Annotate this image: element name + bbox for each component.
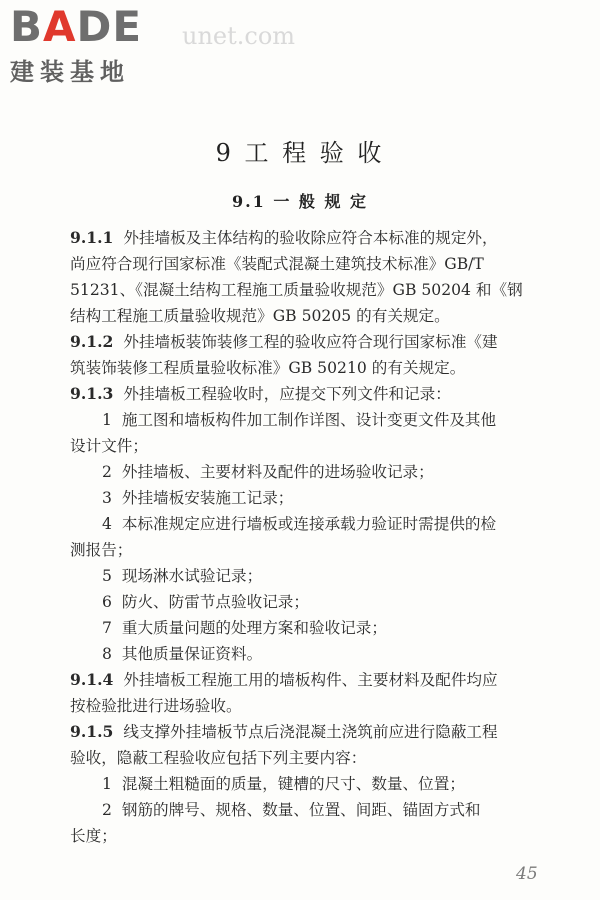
text-line: [70, 277, 550, 303]
item-number: 2: [102, 801, 112, 819]
logo-subtitle: 建装基地: [10, 58, 130, 86]
list-item: [70, 511, 550, 537]
text-line: [70, 303, 550, 329]
item-number: 3: [102, 489, 112, 507]
line-text: 外挂墙板安装施工记录；: [121, 489, 294, 507]
list-item: [70, 485, 550, 511]
item-number: 4: [102, 515, 112, 533]
line-text: 防火、防雷节点验收记录；: [121, 593, 309, 611]
line-text: 外挂墙板装饰装修工程的验收应符合现行国家标准《建: [123, 333, 498, 351]
text-line: [70, 745, 550, 771]
chapter-title: 9 工 程 验 收: [215, 139, 385, 167]
line-text: 其他质量保证资料。: [121, 645, 263, 663]
line-text: 测报告；: [70, 541, 133, 559]
list-item: [70, 797, 550, 823]
clause-number: 9.1.4: [70, 670, 114, 689]
text-line: [70, 251, 550, 277]
list-item: [70, 589, 550, 615]
clause: [70, 225, 550, 251]
line-text: 51231、《混凝土结构工程施工质量验收规范》GB 50204 和《钢: [70, 281, 523, 299]
text-line: [70, 433, 550, 459]
watermark: unet.com: [182, 22, 296, 50]
list-item: [70, 407, 550, 433]
list-item: [70, 459, 550, 485]
list-item: [70, 615, 550, 641]
line-text: 外挂墙板工程验收时，应提交下列文件和记录：: [123, 385, 451, 403]
line-text: 长度；: [70, 827, 117, 845]
line-text: 外挂墙板及主体结构的验收除应符合本标准的规定外，: [123, 229, 498, 247]
logo-letter-a: A: [43, 2, 77, 51]
page-number: 45: [516, 864, 538, 884]
clause: [70, 381, 550, 407]
clause-number: 9.1.5: [70, 722, 114, 741]
clause: [70, 719, 550, 745]
line-text: 钢筋的牌号、规格、数量、位置、间距、锚固方式和: [121, 801, 481, 819]
logo-letters-de: DE: [76, 2, 143, 51]
text-line: [70, 693, 550, 719]
clause: [70, 667, 550, 693]
document-body: [70, 225, 550, 849]
line-text: 现场淋水试验记录；: [121, 567, 263, 585]
line-text: 尚应符合现行国家标准《装配式混凝土建筑技术标准》GB/T: [70, 255, 484, 273]
line-text: 混凝土粗糙面的质量，键槽的尺寸、数量、位置；: [121, 775, 465, 793]
item-number: 7: [102, 619, 112, 637]
text-line: [70, 537, 550, 563]
list-item: [70, 771, 550, 797]
logo-wordmark: [10, 2, 143, 51]
line-text: 设计文件；: [70, 437, 148, 455]
list-item: [70, 563, 550, 589]
clause-number: 9.1.2: [70, 332, 114, 351]
item-number: 2: [102, 463, 112, 481]
list-item: [70, 641, 550, 667]
clause: [70, 329, 550, 355]
item-number: 5: [102, 567, 112, 585]
line-text: 结构工程施工质量验收规范》GB 50205 的有关规定。: [70, 307, 450, 325]
line-text: 外挂墙板、主要材料及配件的进场验收记录；: [121, 463, 434, 481]
section-title: 9.1 一 般 规 定: [231, 192, 369, 211]
line-text: 施工图和墙板构件加工制作详图、设计变更文件及其他: [121, 411, 497, 429]
line-text: 按检验批进行进场验收。: [70, 697, 242, 715]
item-number: 8: [102, 645, 112, 663]
line-text: 外挂墙板工程施工用的墙板构件、主要材料及配件均应: [123, 671, 498, 689]
item-number: 1: [102, 411, 112, 429]
text-line: [70, 355, 550, 381]
line-text: 验收，隐蔽工程验收应包括下列主要内容：: [70, 749, 367, 767]
line-text: 本标准规定应进行墙板或连接承载力验证时需提供的检: [121, 515, 497, 533]
line-text: 重大质量问题的处理方案和验收记录；: [121, 619, 387, 637]
text-line: [70, 823, 550, 849]
line-text: 筑装饰装修工程质量验收标准》GB 50210 的有关规定。: [70, 359, 466, 377]
clause-number: 9.1.3: [70, 384, 114, 403]
brand-logo: [10, 2, 143, 87]
logo-letter-b: B: [10, 2, 44, 51]
item-number: 1: [102, 775, 112, 793]
line-text: 线支撑外挂墙板节点后浇混凝土浇筑前应进行隐蔽工程: [123, 723, 498, 741]
clause-number: 9.1.1: [70, 228, 114, 247]
item-number: 6: [102, 593, 112, 611]
